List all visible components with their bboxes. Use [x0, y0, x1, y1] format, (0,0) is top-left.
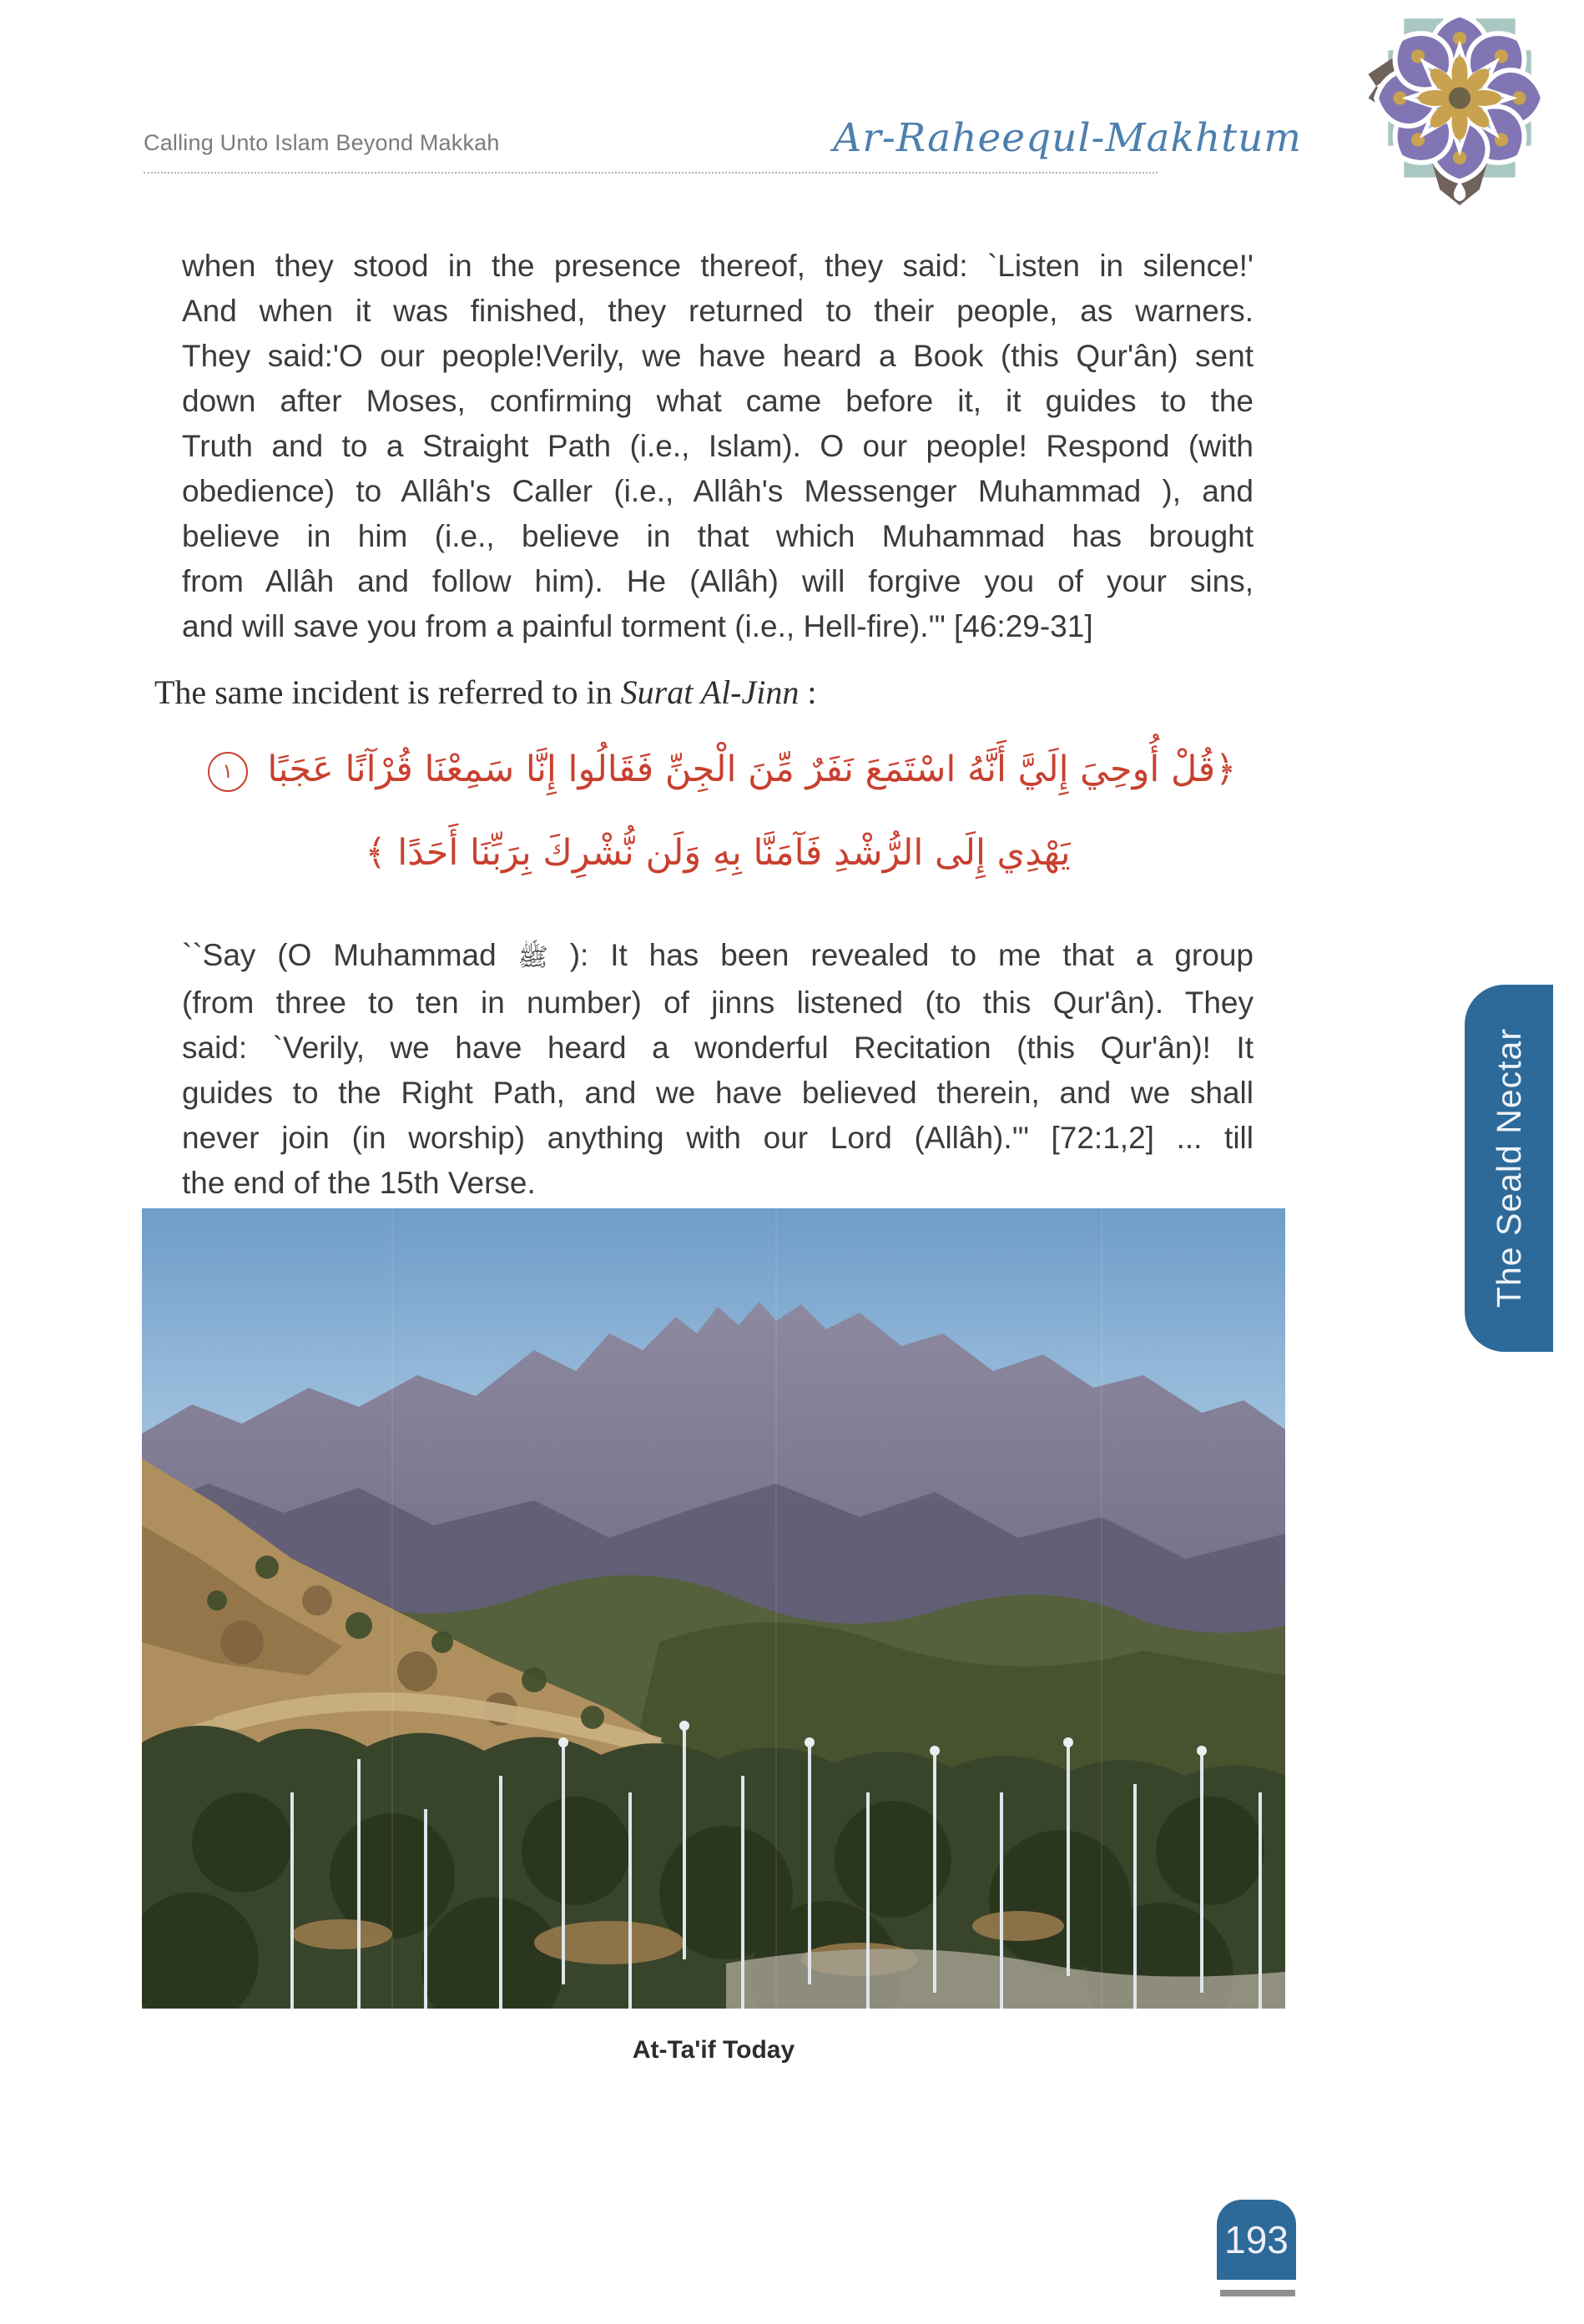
text-line: believe in him (i.e., believe in that which Muhammad has brought: [182, 519, 1254, 553]
surah-name: Surat Al-Jinn: [620, 673, 800, 711]
pbuh-symbol-icon: ﷺ: [517, 944, 548, 971]
verse-line-1: ﴿قُلْ أُوحِيَ إِلَيَّ أَنَّهُ اسْتَمَعَ نَفَرٌ مِّنَ الْجِنِّ فَقَالُوا إِنَّا سَمِعْنَا قُرْآنًا عَجَبًا ١: [182, 728, 1254, 811]
text-line: obedience) to Allâh's Caller (i.e., Allâh's Messenger Muhammad ), and: [182, 474, 1254, 508]
page-number: 193: [1224, 2218, 1289, 2261]
text-line: down after Moses, confirming what came before it, it guides to the: [182, 384, 1254, 418]
quran-verse-arabic: [182, 728, 1254, 895]
chapter-title: Calling Unto Islam Beyond Makkah: [144, 130, 500, 155]
text-line: guides to the Right Path, and we have believed therein, and we shall: [182, 1076, 1254, 1110]
text-line: And when it was finished, they returned to their people, as warners.: [182, 294, 1254, 328]
photo-attaif: [142, 1208, 1285, 2009]
text-line: and will save you from a painful torment (i.e., Hell-fire).'" [46:29-31]: [182, 609, 1093, 643]
ayah-number-marker: ١: [208, 752, 248, 792]
text-line: Truth and to a Straight Path (i.e., Islam). O our people! Respond (with: [182, 429, 1254, 463]
side-tab-sealed-nectar: [1465, 985, 1553, 1352]
text-line: said: `Verily, we have heard a wonderful Recitation (this Qur'ân)! It: [182, 1031, 1254, 1065]
paragraph-2: [182, 933, 1254, 1206]
intro-line: [154, 673, 1256, 712]
text-line: the end of the 15th Verse.: [182, 1166, 536, 1200]
intro-text: The same incident is referred to in: [154, 673, 621, 711]
text-line: from Allâh and follow him). He (Allâh) will forgive you of your sins,: [182, 564, 1254, 598]
text-line: never join (in worship) anything with our Lord (Allâh).'" [72:1,2] ... till: [182, 1121, 1254, 1155]
text-line: They said:'O our people!Verily, we have heard a Book (this Qur'ân) sent: [182, 339, 1254, 373]
photo-caption: At-Ta'if Today: [632, 2036, 795, 2064]
intro-suffix: :: [799, 673, 817, 711]
header-divider: [144, 172, 1158, 174]
side-tab-label: The Seald Nectar: [1489, 1028, 1528, 1308]
text-line: ``Say (O Muhammad ﷺ ): It has been revealed to me that a group: [182, 938, 1254, 972]
page-number-shadow-bar: [1220, 2290, 1295, 2296]
text-line: (from three to ten in number) of jinns listened (to this Qur'ân). They: [182, 986, 1254, 1020]
verse-line-2: يَهْدِي إِلَى الرُّشْدِ فَآمَنَّا بِهِ وَلَن نُّشْرِكَ بِرَبِّنَا أَحَدًا ﴾: [365, 832, 1071, 874]
book-title-script: Ar-Raheequl-Makhtum: [833, 115, 1302, 161]
paragraph-1: [182, 244, 1254, 649]
page-number-badge: [1217, 2200, 1296, 2280]
photo-landscape-art: [142, 1208, 1285, 2009]
arabesque-rosette-icon: [1350, 7, 1569, 205]
text-line: when they stood in the presence thereof, they said: `Listen in silence!': [182, 249, 1254, 283]
